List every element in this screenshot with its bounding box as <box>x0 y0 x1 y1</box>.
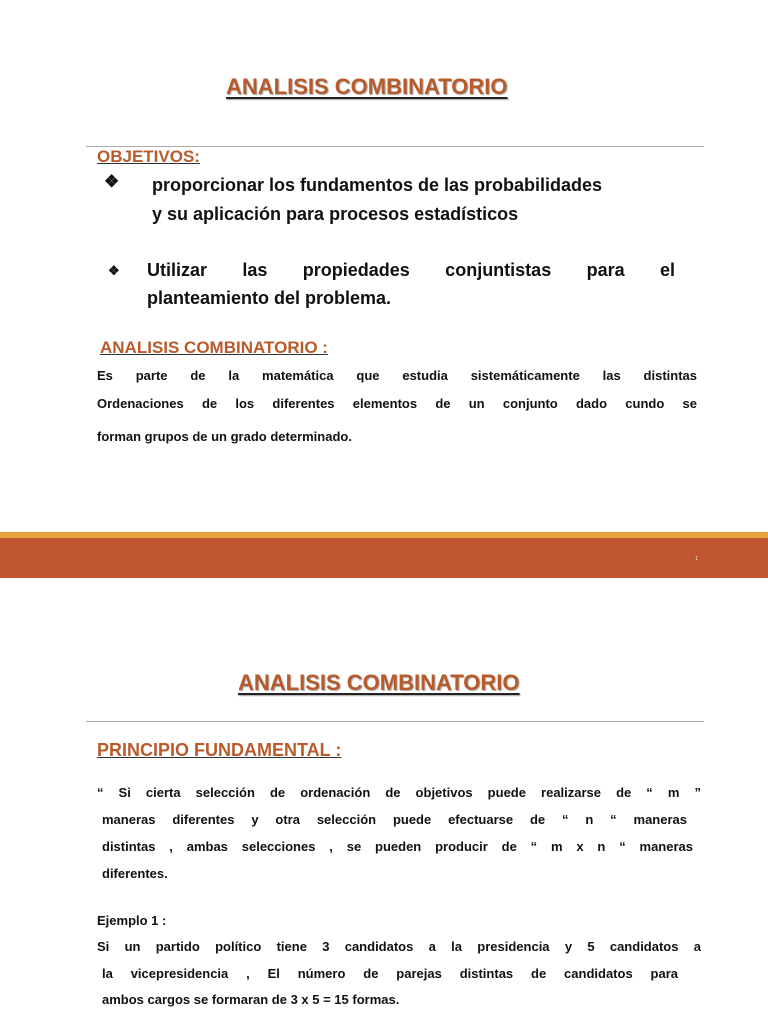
principle-line-4: diferentes. <box>102 866 168 881</box>
objective-1-line-1: proporcionar los fundamentos de las probabilidades <box>152 175 603 195</box>
objective-2-line-1: Utilizar las propiedades conjuntistas para el <box>147 260 675 280</box>
principle-line-2: maneras diferentes y otra selección puede efectuarse de “ n “ maneras <box>102 812 687 827</box>
title-divider <box>86 721 704 722</box>
footer-bar <box>0 538 768 578</box>
slide-2 <box>0 588 768 1024</box>
example-heading: Ejemplo 1 : <box>97 913 167 928</box>
section-heading: PRINCIPIO FUNDAMENTAL : <box>97 740 342 760</box>
slide-title: ANALISIS COMBINATORIO <box>226 74 508 99</box>
definition-line-3: forman grupos de un grado determinado. <box>97 429 352 444</box>
page-number: 1 <box>695 556 698 562</box>
objectives-heading: OBJETIVOS: <box>97 147 200 166</box>
example-line-2: la vicepresidencia , El número de parejas distintas de candidatos para <box>102 966 678 981</box>
diamond-bullet-icon: ❖ <box>108 263 120 278</box>
slide-title: ANALISIS COMBINATORIO <box>238 670 520 695</box>
example-line-1: Si un partido político tiene 3 candidatos a la presidencia y 5 candidatos a <box>97 939 701 954</box>
section-heading: ANALISIS COMBINATORIO : <box>100 338 328 357</box>
example-line-3: ambos cargos se formaran de 3 x 5 = 15 formas. <box>102 992 400 1007</box>
principle-line-1: “ Si cierta selección de ordenación de objetivos puede realizarse de “ m ” <box>97 785 701 800</box>
definition-line-2: Ordenaciones de los diferentes elementos de un conjunto dado cundo se <box>97 396 697 411</box>
definition-line-1: Es parte de la matemática que estudia sistemáticamente las distintas <box>97 368 697 383</box>
diamond-bullet-icon: ❖ <box>104 172 120 191</box>
principle-line-3: distintas , ambas selecciones , se pueden producir de “ m x n “ maneras <box>102 839 693 854</box>
objective-1-line-2: y su aplicación para procesos estadísticos <box>152 204 519 224</box>
objective-2-line-2: planteamiento del problema. <box>147 288 392 308</box>
